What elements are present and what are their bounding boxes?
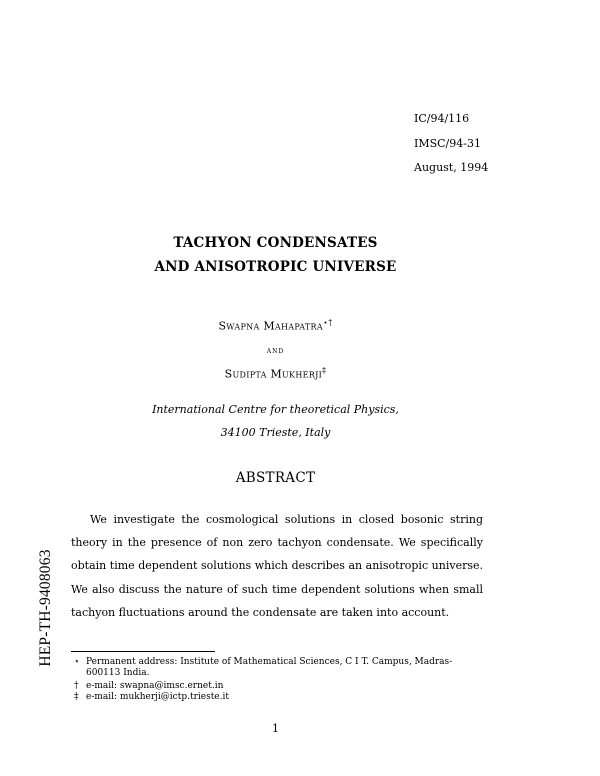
- preprint-ic-number: IC/94/116: [414, 112, 470, 125]
- footnote-2: [74, 681, 486, 692]
- preprint-date: August, 1994: [414, 161, 489, 174]
- author-1: [0, 318, 551, 333]
- title-line-2: AND ANISOTROPIC UNIVERSE: [154, 259, 397, 275]
- author-2: [0, 366, 551, 381]
- footnote-1-text: Permanent address: Institute of Mathematical Sciences, C I T. Campus, Madras-600113 India.: [86, 657, 453, 678]
- title-line-1: TACHYON CONDENSATES: [173, 235, 378, 251]
- footnote-1-mark: ⋆: [74, 657, 80, 667]
- footnote-3-mark: ‡: [74, 692, 79, 702]
- footnote-rule: [71, 651, 215, 652]
- arxiv-side-identifier: HEP-TH-9408063: [37, 549, 54, 667]
- footnote-2-mark: †: [74, 681, 79, 691]
- footnote-3: [74, 692, 486, 703]
- author-1-marks: ⋆†: [322, 318, 333, 327]
- author-1-name: Swapna Mahapatra: [218, 319, 323, 333]
- affiliation-line-1: International Centre for theoretical Physics,: [152, 403, 399, 416]
- page-number: 1: [272, 722, 279, 735]
- preprint-imsc-number: IMSC/94-31: [414, 137, 481, 150]
- author-2-marks: ‡: [322, 366, 327, 375]
- abstract-paragraph: We investigate the cosmological solutions in closed bosonic string theory in the presence of non zero tachyon condensate. We specifically obtain time dependent solutions which describes an anisotropic universe. We also discuss the nature of such time dependent solutions when small tachyon fluctuations around the condensate are taken into account.: [71, 513, 483, 619]
- abstract-heading: ABSTRACT: [235, 470, 316, 486]
- affiliation-line-2: 34100 Trieste, Italy: [220, 426, 331, 439]
- footnote-1: [74, 657, 486, 679]
- author-connector: and: [266, 346, 285, 356]
- author-2-name: Sudipta Mukherji: [224, 367, 323, 381]
- footnote-2-text: e-mail: swapna@imsc.ernet.in: [86, 681, 224, 691]
- footnote-3-text: e-mail: mukherji@ictp.trieste.it: [86, 692, 229, 702]
- abstract-body: [71, 508, 483, 624]
